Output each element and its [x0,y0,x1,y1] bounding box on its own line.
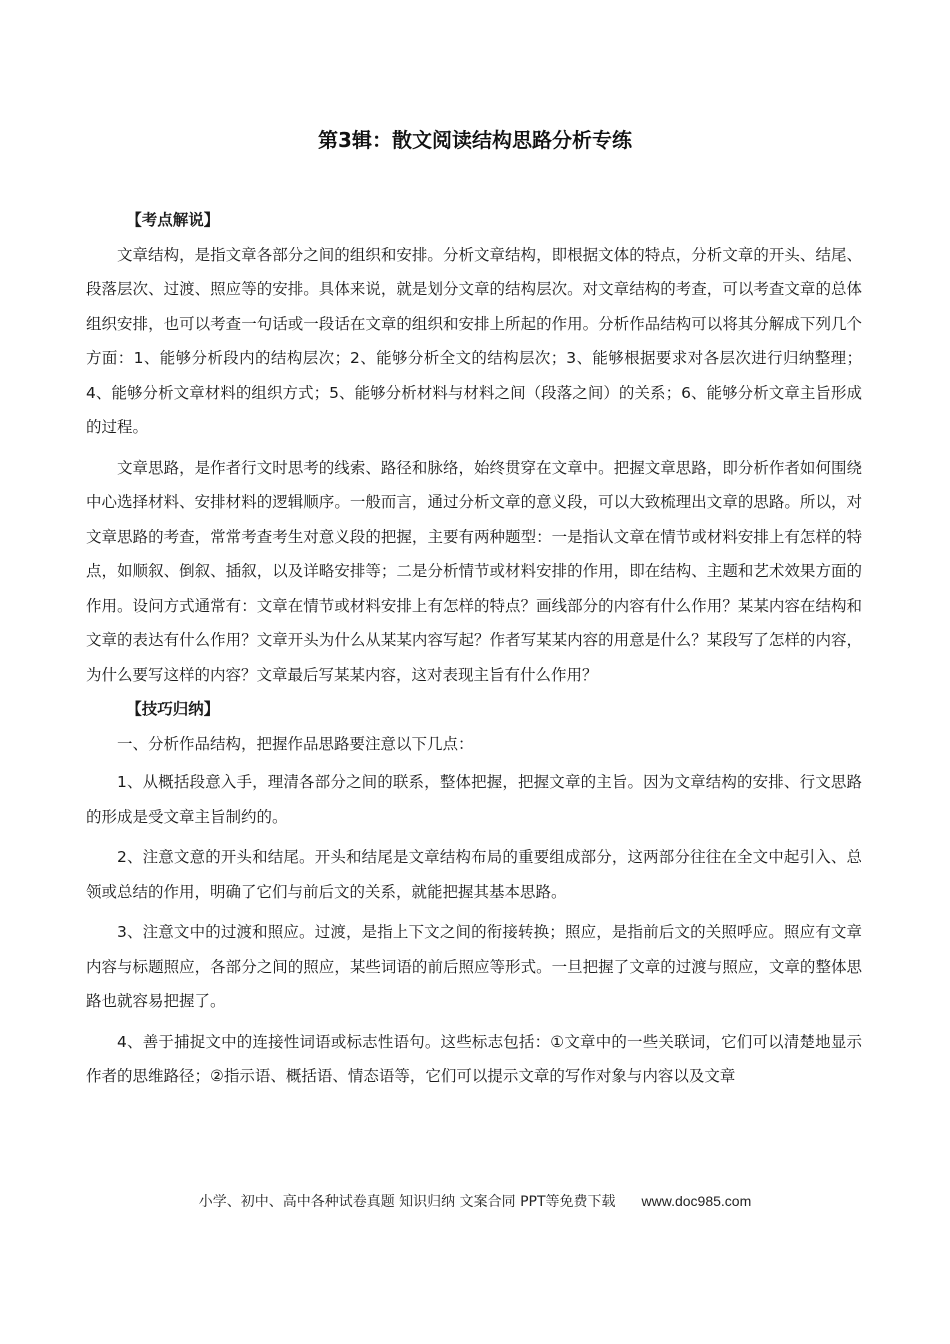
section-heading-jiqiao: 【技巧归纳】 [126,700,220,718]
paragraph-thinking: 文章思路，是作者行文时思考的线索、路径和脉络，始终贯穿在文章中。把握文章思路，即分析作者如何围绕中心选择材料、安排材料的逻辑顺序。一般而言，通过分析文章的意义段，可以大致梳理出文章的思路。所以，对文章思路的考查，常常考查考生对意义段的把握，主要有两种题型：一是指认文章在情节或材料安排上有怎样的特点，如顺叙、倒叙、插叙，以及详略安排等；二是分析情节或材料安排的作用，即在结构、主题和艺术效果方面的作用。设问方式通常有：文章在情节或材料安排上有怎样的特点？画线部分的内容有什么作用？某某内容在结构和文章的表达有什么作用？文章开头为什么从某某内容写起？作者写某某内容的用意是什么？某段写了怎样的内容，为什么要写这样的内容？文章最后写某某内容，这对表现主旨有什么作用？ [86,458,862,684]
point-3: 3、注意文中的过渡和照应。过渡，是指上下文之间的衔接转换；照应，是指前后文的关照呼应。照应有文章内容与标题照应，各部分之间的照应，某些词语的前后照应等形式。一旦把握了文章的过渡与照应，文章的整体思路也就容易把握了。 [86,923,862,1010]
point-intro: 一、分析作品结构，把握作品思路要注意以下几点： [117,734,474,753]
point-2: 2、注意文意的开头和结尾。开头和结尾是文章结构布局的重要组成部分，这两部分往往在全文中起引入、总领或总结的作用，明确了它们与前后文的关系，就能把握其基本思路。 [86,848,862,901]
document-body [86,203,862,1094]
footer-text: 小学、初中、高中各种试卷真题 知识归纳 文案合同 PPT等免费下载 [198,1194,616,1210]
point-1: 1、从概括段意入手，理清各部分之间的联系，整体把握，把握文章的主旨。因为文章结构的安排、行文思路的形成是受文章主旨制约的。 [86,773,862,826]
section-heading-kaodian: 【考点解说】 [126,211,220,229]
point-4: 4、善于捕捉文中的连接性词语或标志性语句。这些标志包括：①文章中的一些关联词，它们可以清楚地显示作者的思维路径；②指示语、概括语、情态语等，它们可以提示文章的写作对象与内容以及文章 [86,1032,862,1085]
footer-site-link[interactable]: www.doc985.com [641,1193,752,1209]
page-title: 第3辑：散文阅读结构思路分析专练 [318,128,632,152]
paragraph-structure: 文章结构，是指文章各部分之间的组织和安排。分析文章结构，即根据文体的特点，分析文章的开头、结尾、段落层次、过渡、照应等的安排。具体来说，就是划分文章的结构层次。对文章结构的考查，可以考查文章的总体组织安排，也可以考查一句话或一段话在文章的组织和安排上所起的作用。分析作品结构可以将其分解成下列几个方面：1、能够分析段内的结构层次；2、能够分析全文的结构层次；3、能够根据要求对各层次进行归纳整理；4、能够分析文章材料的组织方式；5、能够分析材料与材料之间（段落之间）的关系；6、能够分析文章主旨形成的过程。 [86,245,862,436]
page-footer [0,1190,950,1213]
